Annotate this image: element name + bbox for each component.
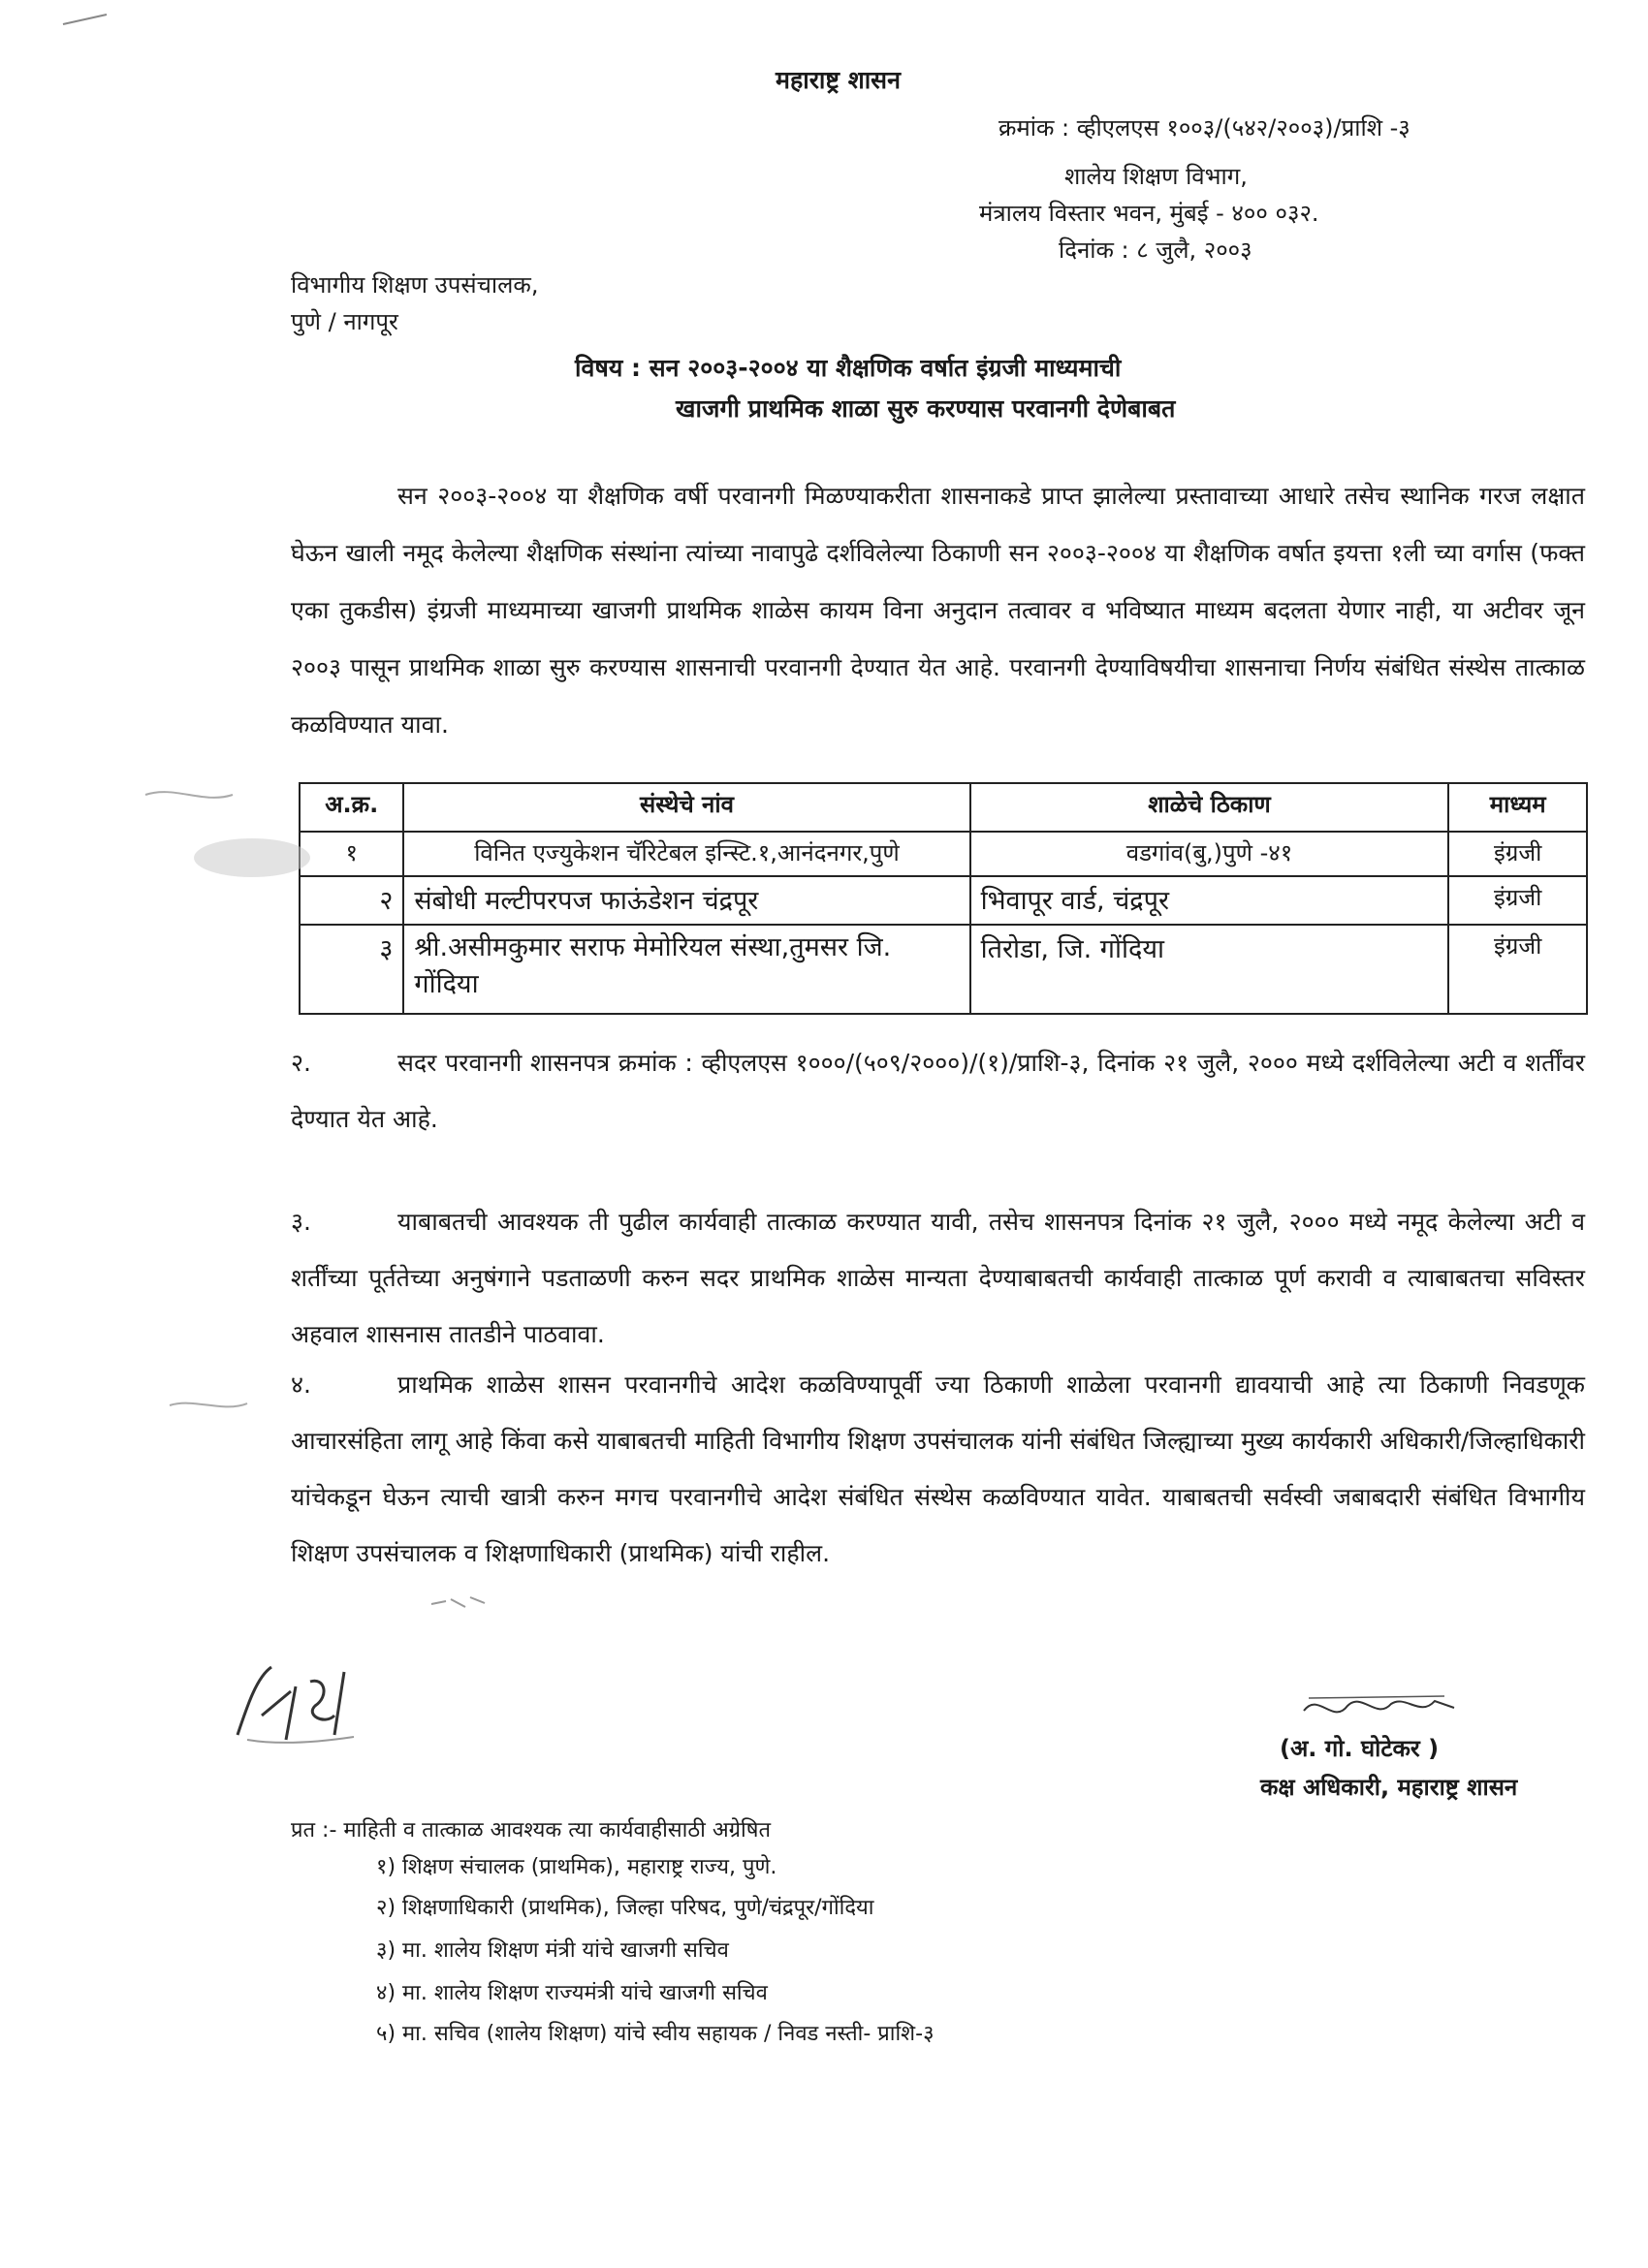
handwritten-initials-mark [218, 1648, 364, 1754]
scan-mark [165, 1396, 252, 1415]
copy-to-item: २) शिक्षणाधिकारी (प्राथमिक), जिल्हा परिषद, पुणे/चंद्रपूर/गोंदिया [376, 1896, 874, 1920]
row-school-place: भिवापूर वार्ड, चंद्रपूर [970, 876, 1449, 925]
row-medium: इंग्रजी [1448, 925, 1587, 1014]
body-paragraph-2 [291, 1035, 1585, 1148]
scan-mark [58, 10, 116, 29]
row-institution-name: संबोधी मल्टीपरपज फाऊंडेशन चंद्रपूर [403, 876, 969, 925]
scan-smudge [136, 775, 330, 892]
recipient-line-1: विभागीय शिक्षण उपसंचालक, [291, 271, 539, 299]
recipient-line-2: पुणे / नागपूर [291, 308, 398, 335]
header-medium: माध्यम [1448, 783, 1587, 832]
table-row [300, 925, 1587, 1014]
paragraph-4-number: ४. [291, 1370, 311, 1399]
table-header-row [300, 783, 1587, 832]
row-medium: इंग्रजी [1448, 832, 1587, 876]
paragraph-1-text: सन २००३-२००४ या शैक्षणिक वर्षी परवानगी मिळण्याकरीता शासनाकडे प्राप्त झालेल्या प्रस्तावाच्या आधारे तसेच स्थानिक गरज लक्षात घेऊन खाली नमूद केलेल्या शैक्षणिक संस्थांना त्यांच्या नावापुढे दर्शविलेल्या ठिकाणी सन २००३-२००४ या शैक्षणिक वर्षात इयत्ता १ली च्या वर्गास (फक्त एका तुकडीस) इंग्रजी माध्यमाच्या खाजगी प्राथमिक शाळेस कायम विना अनुदान तत्वावर व भविष्यात माध्यम बदलता येणार नाही, या अटीवर जून २००३ पासून प्राथमिक शाळा सुरु करण्यास शासनाची परवानगी देण्यात येत आहे. परवानगी देण्याविषयीचा शासनाचा निर्णय संबंधित संस्थेस तात्काळ कळविण्यात यावा. [291, 482, 1585, 739]
body-paragraph-3 [291, 1194, 1585, 1363]
row-school-place: वडगांव(बु,)पुणे -४१ [970, 832, 1449, 876]
row-medium: इंग्रजी [1448, 876, 1587, 925]
paragraph-2-text: सदर परवानगी शासनपत्र क्रमांक : व्हीएलएस १०००/(५०९/२०००)/(१)/प्राशि-३, दिनांक २१ जुलै, २००० मध्ये दर्शविलेल्या अटी व शर्तींवर देण्यात येत आहे. [291, 1049, 1585, 1133]
subject-line-1: विषय : सन २००३-२००४ या शैक्षणिक वर्षात इंग्रजी माध्यमाची [575, 354, 1122, 382]
institutions-table [299, 782, 1588, 1015]
row-school-place: तिरोडा, जि. गोंदिया [970, 925, 1449, 1014]
office-address: मंत्रालय विस्तार भवन, मुंबई - ४०० ०३२. [979, 200, 1319, 227]
header-sr: अ.क्र. [300, 783, 403, 832]
signatory-designation: कक्ष अधिकारी, महाराष्ट्र शासन [1260, 1774, 1518, 1801]
row-institution-name: विनित एज्युकेशन चॅरिटेबल इन्स्टि.१,आनंदनगर,पुणे [403, 832, 969, 876]
faint-stamp-mark [427, 1590, 494, 1619]
row-sr: २ [300, 876, 403, 925]
letter-date: दिनांक : ८ जुलै, २००३ [1059, 236, 1252, 264]
row-sr: ३ [300, 925, 403, 1014]
body-paragraph-4 [291, 1357, 1585, 1582]
paragraph-3-text: याबाबतची आवश्यक ती पुढील कार्यवाही तात्काळ करण्यात यावी, तसेच शासनपत्र दिनांक २१ जुलै, २००० मध्ये नमूद केलेल्या अटी व शर्तींच्या पूर्ततेच्या अनुषंगाने पडताळणी करुन सदर प्राथमिक शाळेस मान्यता देण्याबाबतची कार्यवाही तात्काळ पूर्ण करावी व त्याबाबतचा सविस्तर अहवाल शासनास तातडीने पाठवावा. [291, 1208, 1585, 1348]
header-school-place: शाळेचे ठिकाण [970, 783, 1449, 832]
row-institution-name: श्री.असीमकुमार सराफ मेमोरियल संस्था,तुमसर जि. गोंदिया [403, 925, 969, 1014]
paragraph-3-number: ३. [291, 1208, 311, 1236]
table-row [300, 876, 1587, 925]
copy-to-intro: प्रत :- माहिती व तात्काळ आवश्यक त्या कार्यवाहीसाठी अग्रेषित [291, 1818, 771, 1843]
row-sr: १ [300, 832, 403, 876]
paragraph-2-number: २. [291, 1049, 311, 1077]
copy-to-item: ५) मा. सचिव (शालेय शिक्षण) यांचे स्वीय सहायक / निवड नस्ती- प्राशि-३ [376, 2022, 935, 2046]
body-paragraph-1 [291, 467, 1585, 753]
department-name: शालेय शिक्षण विभाग, [1064, 163, 1248, 190]
reference-number: क्रमांक : व्हीएलएस १००३/(५४२/२००३)/प्राशि -३ [998, 114, 1410, 142]
page-title: महाराष्ट्र शासन [776, 66, 901, 94]
subject-line-2: खाजगी प्राथमिक शाळा सुरु करण्यास परवानगी देणेबाबत [676, 394, 1176, 423]
table-row [300, 832, 1587, 876]
copy-to-item: १) शिक्षण संचालक (प्राथमिक), महाराष्ट्र राज्य, पुणे. [376, 1855, 777, 1879]
paragraph-4-text: प्राथमिक शाळेस शासन परवानगीचे आदेश कळविण्यापूर्वी ज्या ठिकाणी शाळेला परवानगी द्यावयाची आहे त्या ठिकाणी निवडणूक आचारसंहिता लागू आहे किंवा कसे याबाबतची माहिती विभागीय शिक्षण उपसंचालक यांनी संबंधित जिल्ह्याच्या मुख्य कार्यकारी अधिकारी/जिल्हाधिकारी यांचेकडून घेऊन त्याची खात्री करुन मगच परवानगीचे आदेश संबंधित संस्थेस कळविण्यात यावेत. याबाबतची सर्वस्वी जबाबदारी संबंधित विभागीय शिक्षण उपसंचालक व शिक्षणाधिकारी (प्राथमिक) यांची राहील. [291, 1370, 1585, 1567]
copy-to-item: ३) मा. शालेय शिक्षण मंत्री यांचे खाजगी सचिव [376, 1938, 729, 1963]
signature-scribble [1299, 1686, 1464, 1735]
signatory-name: (अ. गो. घोटेकर ) [1280, 1735, 1440, 1762]
header-institution-name: संस्थेचे नांव [403, 783, 969, 832]
copy-to-item: ४) मा. शालेय शिक्षण राज्यमंत्री यांचे खाजगी सचिव [376, 1981, 768, 2005]
